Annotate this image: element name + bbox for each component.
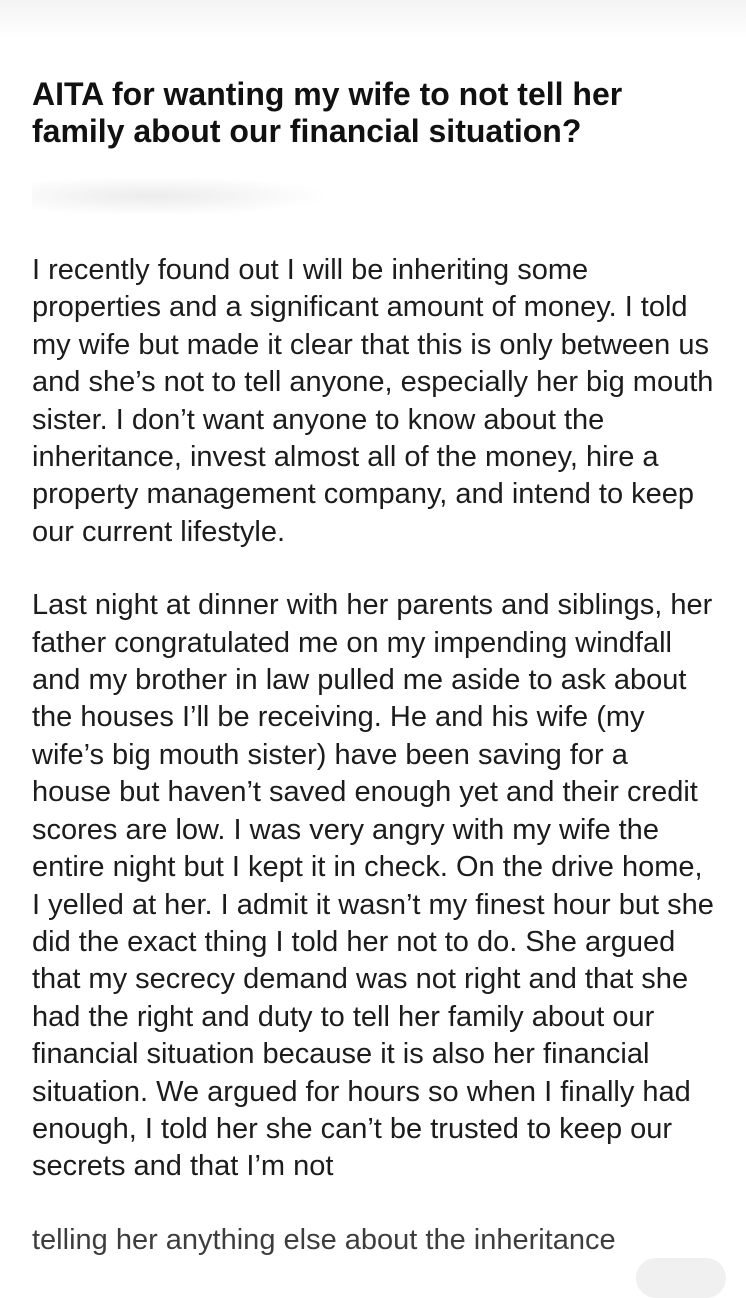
blurred-meta (32, 176, 332, 216)
top-fade (0, 0, 746, 40)
post-body (32, 252, 714, 1259)
scroll-button[interactable] (636, 1258, 726, 1298)
post-paragraph: Last night at dinner with her parents and siblings, her father congratulated me on my impending windfall and my brother in law pulled me aside to ask about the houses I’ll be receiving. He and his wife (my wife’s big mouth sister) have been saving for a house but haven’t saved enough yet and their credit scores are low. I was very angry with my wife the entire night but I kept it in check. On the drive home, I yelled at her. I admit it wasn’t my finest hour but she did the exact thing I told her not to do. She argued that my secrecy demand was not right and that she had the right and duty to tell her family about our financial situation because it is also her financial situation. We argued for hours so when I finally had enough, I told her she can’t be trusted to keep our secrets and that I’m not (32, 589, 714, 1183)
post-title: AITA for wanting my wife to not tell her family about our financial situation? (32, 76, 623, 149)
post-paragraph: I recently found out I will be inheriting some properties and a significant amount of money. I told my wife but made it clear that this is only between us and she’s not to tell anyone, especially her big mouth sister. I don’t want anyone to know about the inheritance, invest almost all of the money, hire a property management company, and intend to keep our current lifestyle. (32, 254, 714, 548)
cut-off-line: telling her anything else about the inheritance (32, 1223, 616, 1256)
